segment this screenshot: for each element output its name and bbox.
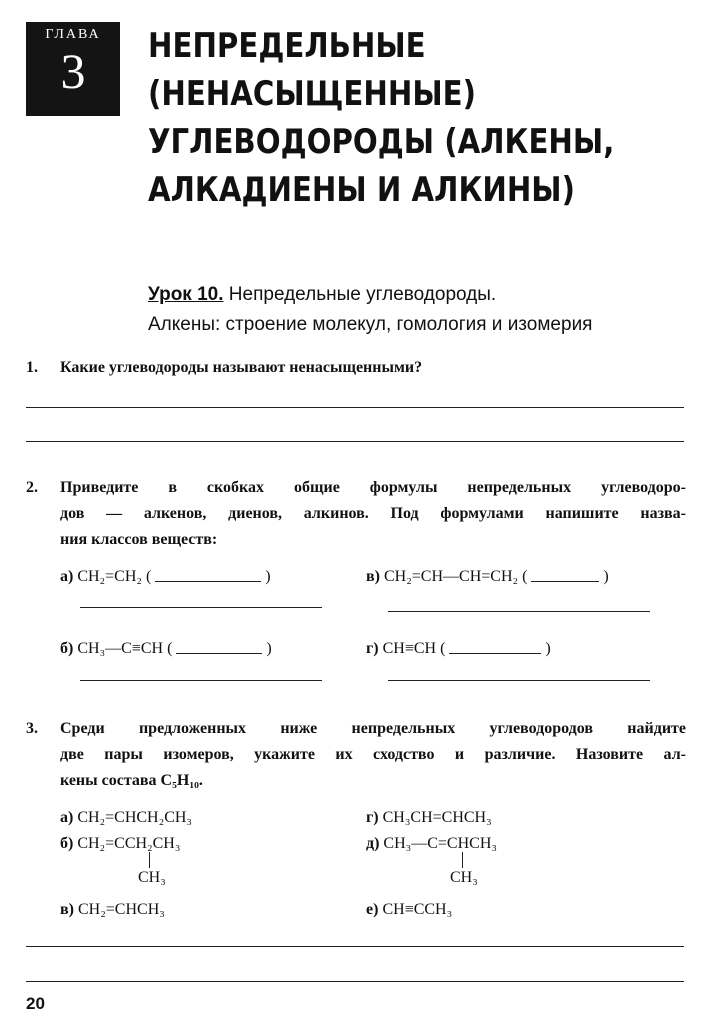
question-text-line: ния классов веществ:	[60, 531, 218, 548]
lesson-title-line1: Непредельные углеводороды.	[228, 284, 497, 305]
formula-2a: а) CH₂=CH₂ ( )	[60, 568, 271, 585]
blank-field[interactable]	[155, 567, 261, 582]
blank-field[interactable]	[449, 639, 541, 654]
question-text-line: дов — алкенов, диенов, алкинов. Под формулами напишите назва-	[60, 505, 686, 522]
chapter-title-line: УГЛЕВОДОРОДЫ (АЛКЕНЫ,	[148, 122, 615, 162]
bond-line	[462, 852, 463, 868]
chapter-title-line: НЕПРЕДЕЛЬНЫЕ	[148, 26, 426, 66]
question-3	[26, 716, 686, 794]
question-text-line: кены состава C₅H₁₀.	[60, 772, 203, 789]
answer-line[interactable]	[26, 981, 684, 982]
question-1	[26, 355, 686, 381]
page-number: 20	[26, 994, 45, 1013]
formula-2v: в) CH₂=CH—CH=CH₂ ( )	[366, 568, 609, 585]
question-number: 1.	[26, 359, 38, 376]
chapter-title	[148, 22, 615, 214]
formula-3a: а) CH₂=CHCH₂CH₃	[60, 809, 192, 826]
formula-3e: е) CH≡CCH₃	[366, 901, 453, 918]
question-text-line: Среди предложенных ниже непредельных углеводородов найдите	[60, 720, 686, 737]
chapter-badge	[26, 22, 120, 116]
formula-3d: д) CH₃—C=CHCH₃	[366, 835, 497, 852]
answer-line[interactable]	[388, 680, 650, 681]
branch-methyl: CH₃	[138, 869, 166, 886]
branch-methyl: CH₃	[450, 869, 478, 886]
answer-line[interactable]	[26, 441, 684, 442]
lesson-number: Урок 10.	[148, 284, 224, 305]
answer-line[interactable]	[26, 946, 684, 947]
blank-field[interactable]	[531, 567, 599, 582]
question-text: Какие углеводороды называют ненасыщенными?	[60, 359, 423, 376]
formula-3v: в) CH₂=CHCH₃	[60, 901, 165, 918]
formula-2b: б) CH₃—C≡CH ( )	[60, 640, 272, 657]
lesson-heading	[148, 280, 693, 340]
answer-line[interactable]	[80, 607, 322, 608]
answer-line[interactable]	[388, 611, 650, 612]
question-number: 2.	[26, 479, 38, 496]
question-2	[26, 475, 686, 553]
chapter-title-line: (НЕНАСЫЩЕННЫЕ)	[148, 74, 476, 114]
question-text-line: две пары изомеров, укажите их сходство и различие. Назовите ал-	[60, 746, 686, 763]
question-text	[60, 716, 686, 794]
blank-field[interactable]	[176, 639, 262, 654]
chapter-title-line: АЛКАДИЕНЫ И АЛКИНЫ)	[148, 170, 575, 210]
formula-3g: г) CH₃CH=CHCH₃	[366, 809, 492, 826]
question-number: 3.	[26, 720, 38, 737]
chapter-label: ГЛАВА	[45, 27, 101, 42]
question-text-line: Приведите в скобках общие формулы непредельных углеводоро-	[60, 479, 686, 496]
formula-2g: г) CH≡CH ( )	[366, 640, 551, 657]
lesson-title-line2: Алкены: строение молекул, гомология и изомерия	[148, 314, 593, 335]
question-text	[60, 475, 686, 553]
answer-line[interactable]	[26, 407, 684, 408]
answer-line[interactable]	[80, 680, 322, 681]
chapter-number: 3	[60, 43, 86, 99]
bond-line	[149, 852, 150, 868]
formula-3b: б) CH₂=CCH₂CH₃	[60, 835, 181, 852]
